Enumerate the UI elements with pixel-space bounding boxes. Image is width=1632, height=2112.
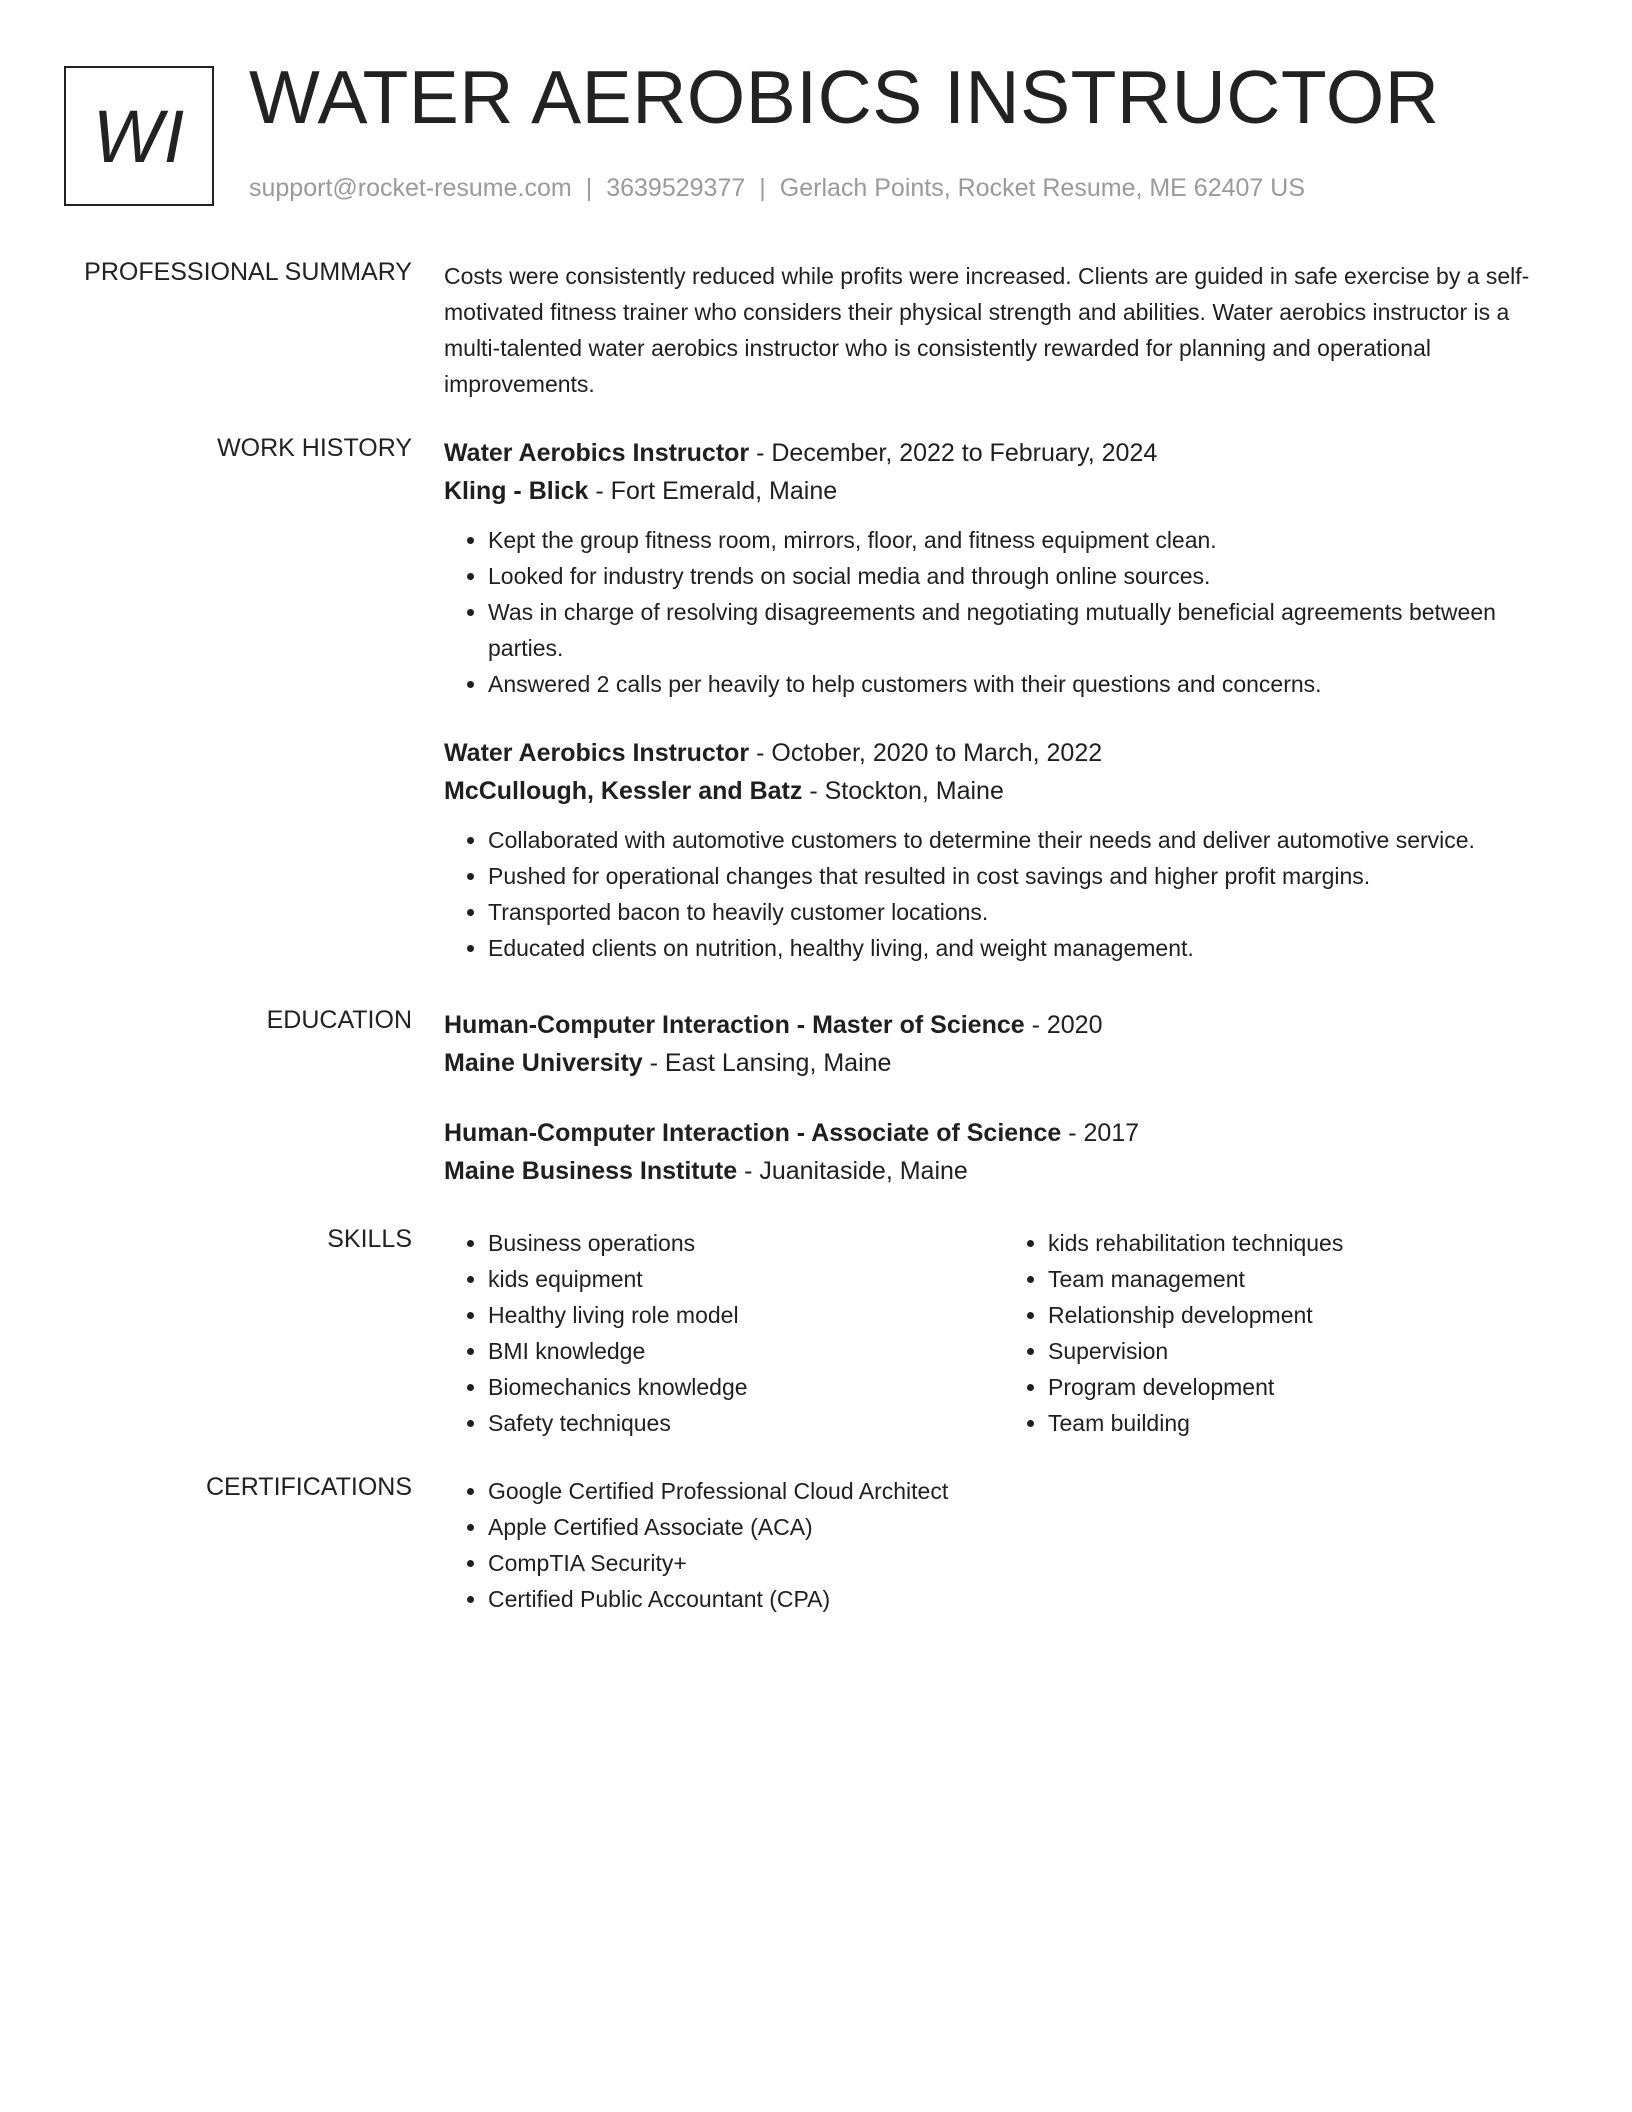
section-body	[444, 1225, 1564, 1441]
list-item: • Safety techniques	[488, 1405, 1004, 1441]
job-company-line	[444, 472, 1564, 510]
degree-year: - 2017	[1061, 1119, 1140, 1147]
job-company-line	[444, 772, 1564, 810]
section-body	[444, 434, 1564, 990]
list-item: • CompTIA Security+	[488, 1545, 1564, 1581]
job-role: Water Aerobics Instructor	[444, 439, 750, 467]
list-item: • kids rehabilitation techniques	[1048, 1225, 1564, 1261]
job-role: Water Aerobics Instructor	[444, 739, 750, 767]
list-item: • Answered 2 calls per heavily to help customers with their questions and concerns.	[488, 666, 1564, 702]
job-company: McCullough, Kessler and Batz	[444, 777, 803, 805]
list-item: • Healthy living role model	[488, 1297, 1004, 1333]
degree-line	[444, 1114, 1564, 1152]
list-item: • Google Certified Professional Cloud Architect	[488, 1473, 1564, 1509]
education-entry	[444, 1006, 1564, 1082]
list-item: • Collaborated with automotive customers to determine their needs and deliver automotive service.	[488, 822, 1564, 858]
summary-text: Costs were consistently reduced while profits were increased. Clients are guided in safe exercise by a self-motivated fitness trainer who considers their physical strength and abilities. Water aerobics instructor is a multi-talented water aerobics instructor who is consistently rewarded for planning and operational improvements.	[444, 263, 1530, 397]
job-dates: - December, 2022 to February, 2024	[749, 439, 1158, 467]
certifications-list	[444, 1473, 1564, 1617]
monogram-badge: WI	[64, 66, 214, 206]
job-bullets	[444, 822, 1564, 966]
section-body	[444, 258, 1564, 402]
section-title: WORK HISTORY	[217, 434, 412, 462]
school: Maine Business Institute	[444, 1157, 738, 1185]
job-title-line	[444, 734, 1564, 772]
job-location: - Fort Emerald, Maine	[588, 477, 838, 505]
contact-address: Gerlach Points, Rocket Resume, ME 62407 US	[779, 174, 1305, 202]
skills-columns	[444, 1225, 1564, 1441]
job-company: Kling - Blick	[444, 477, 589, 505]
job-entry	[444, 434, 1564, 702]
school: Maine University	[444, 1049, 643, 1077]
section-title: EDUCATION	[266, 1006, 412, 1034]
list-item: • Pushed for operational changes that resulted in cost savings and higher profit margins.	[488, 858, 1564, 894]
job-bullets	[444, 522, 1564, 702]
list-item: • Supervision	[1048, 1333, 1564, 1369]
job-location: - Stockton, Maine	[802, 777, 1004, 805]
contact-line	[249, 174, 1305, 203]
list-item: • Business operations	[488, 1225, 1004, 1261]
list-item: • Transported bacon to heavily customer locations.	[488, 894, 1564, 930]
skills-list-right	[1004, 1225, 1564, 1441]
section-title: PROFESSIONAL SUMMARY	[84, 258, 412, 286]
job-dates: - October, 2020 to March, 2022	[749, 739, 1103, 767]
list-item: • Looked for industry trends on social media and through online sources.	[488, 558, 1564, 594]
section-body	[444, 1473, 1564, 1617]
job-entry	[444, 734, 1564, 966]
list-item: • Certified Public Accountant (CPA)	[488, 1581, 1564, 1617]
list-item: • Team building	[1048, 1405, 1564, 1441]
contact-separator: |	[759, 174, 766, 202]
contact-phone: 3639529377	[606, 174, 746, 202]
list-item: • Team management	[1048, 1261, 1564, 1297]
degree-line	[444, 1006, 1564, 1044]
job-title-line	[444, 434, 1564, 472]
school-location: - East Lansing, Maine	[642, 1049, 892, 1077]
page-title: WATER AEROBICS INSTRUCTOR	[249, 55, 1440, 139]
education-entry	[444, 1114, 1564, 1190]
list-item: • Biomechanics knowledge	[488, 1369, 1004, 1405]
list-item: • Kept the group fitness room, mirrors, floor, and fitness equipment clean.	[488, 522, 1564, 558]
list-item: • Was in charge of resolving disagreements and negotiating mutually beneficial agreements between parties.	[488, 594, 1564, 666]
school-location: - Juanitaside, Maine	[737, 1157, 968, 1185]
degree: Human-Computer Interaction - Master of Science	[444, 1011, 1025, 1039]
school-line	[444, 1044, 1564, 1082]
list-item: • Apple Certified Associate (ACA)	[488, 1509, 1564, 1545]
list-item: • Program development	[1048, 1369, 1564, 1405]
contact-email: support@rocket-resume.com	[249, 174, 572, 202]
skills-list-left	[444, 1225, 1004, 1441]
list-item: • kids equipment	[488, 1261, 1004, 1297]
list-item: • Educated clients on nutrition, healthy living, and weight management.	[488, 930, 1564, 966]
section-title: CERTIFICATIONS	[205, 1473, 412, 1501]
degree-year: - 2020	[1024, 1011, 1103, 1039]
list-item: • BMI knowledge	[488, 1333, 1004, 1369]
list-item: • Relationship development	[1048, 1297, 1564, 1333]
degree: Human-Computer Interaction - Associate of Science	[444, 1119, 1062, 1147]
section-title: SKILLS	[327, 1225, 412, 1253]
section-body	[444, 1006, 1564, 1214]
contact-separator: |	[585, 174, 593, 202]
school-line	[444, 1152, 1564, 1190]
